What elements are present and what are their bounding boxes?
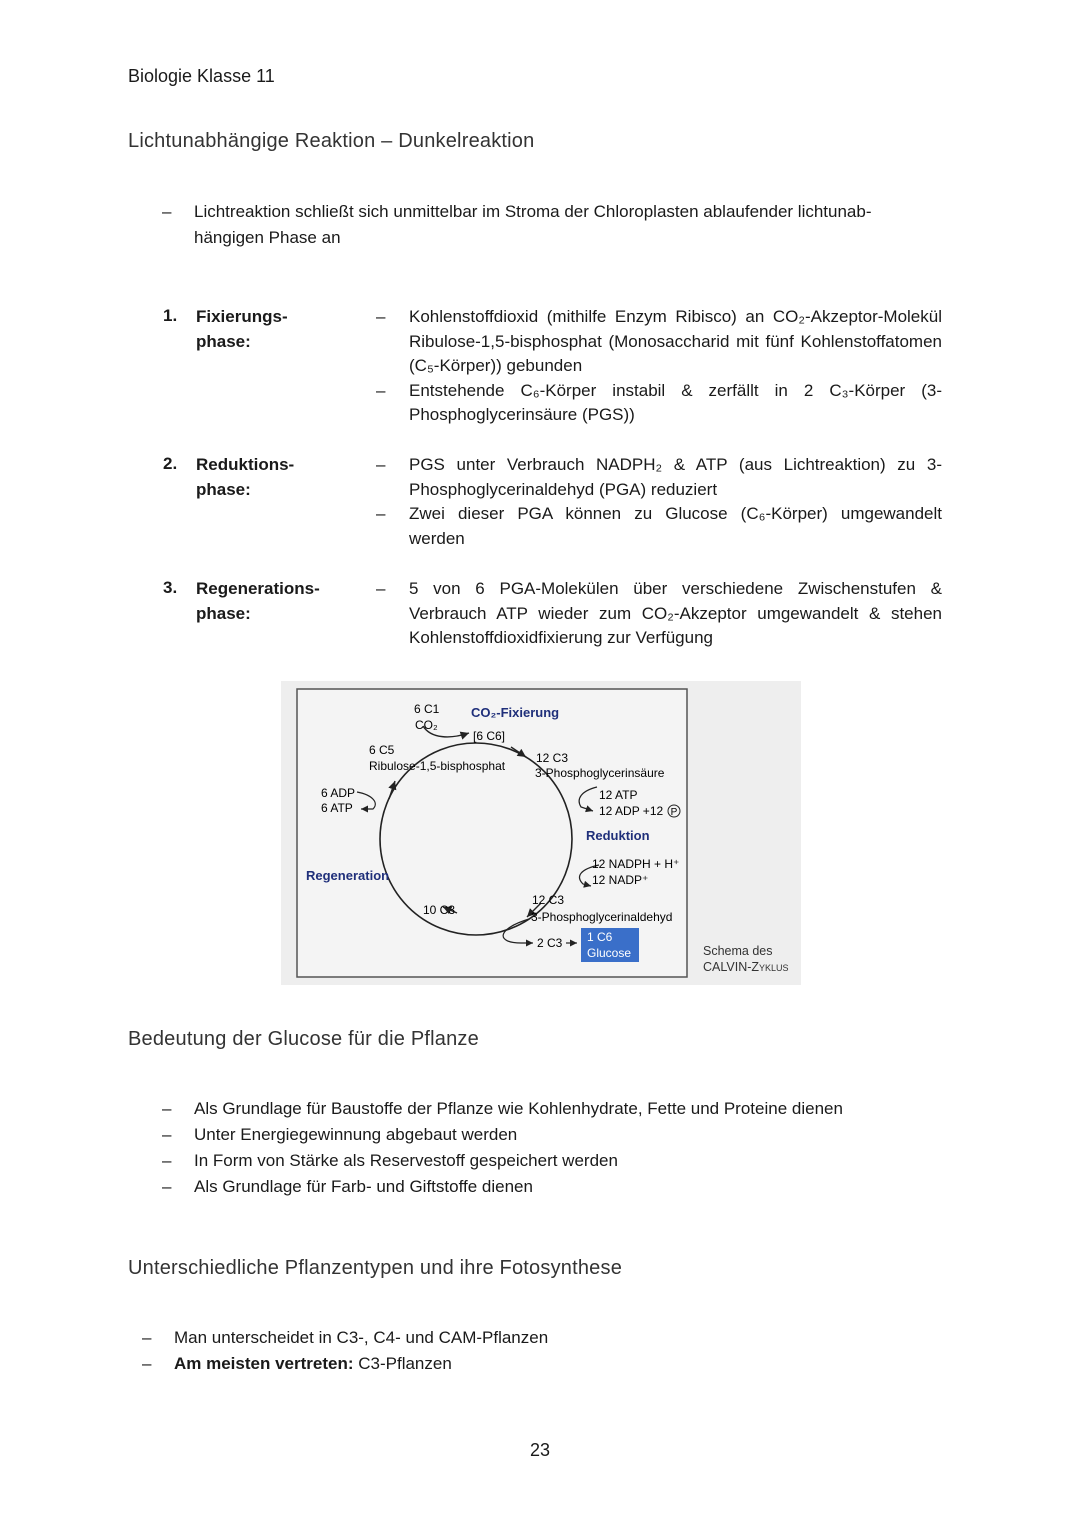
list-item: – Unter Energiegewinnung abgebaut werden	[162, 1122, 962, 1148]
co2-count-label: 6 C1	[414, 702, 440, 716]
list-item	[142, 1351, 942, 1377]
emphasis-label: Am meisten vertreten:	[174, 1354, 354, 1373]
list-item: – In Form von Stärke als Reservestoff gespeichert werden	[162, 1148, 962, 1174]
list-item: – Zwei dieser PGA können zu Glucose (C₆-Körper) umgewandelt werden	[374, 502, 942, 551]
section-heading-glucose: Bedeutung der Glucose für die Pflanze	[128, 1028, 479, 1050]
phase-title-line: Regenerations-	[196, 579, 320, 598]
phase-title-line: phase:	[196, 604, 251, 623]
section-heading-pflanzentypen: Unterschiedliche Pflanzentypen und ihre Fotosynthese	[128, 1257, 623, 1279]
document-header: Biologie Klasse 11	[128, 66, 275, 86]
list-item: – Kohlenstoffdioxid (mithilfe Enzym Ribisco) an CO₂-Akzeptor-Molekül Ribulose-1,5-bisphosphat (Monosaccharid mit fünf Kohlenstoffatomen (C₅-Körper)) gebunden	[374, 305, 942, 379]
pga-count-label: 12 C3	[532, 893, 565, 907]
glucose-label: Glucose	[587, 946, 632, 960]
nadph-label: 12 NADPH + H⁺	[592, 857, 680, 871]
caption-line-1: Schema des	[703, 944, 773, 958]
pflanzentypen-list	[142, 1325, 942, 1377]
adp6-label: 6 ADP	[321, 786, 356, 800]
adp12-label: 12 ADP +12	[599, 804, 664, 818]
c6-label: [6 C6]	[473, 729, 506, 743]
glucose-list	[162, 1096, 962, 1200]
ribulose-label: Ribulose-1,5-bisphosphat	[369, 759, 506, 773]
calvin-cycle-figure	[281, 681, 801, 985]
phase-title	[196, 304, 288, 354]
list-item: – Als Grundlage für Farb- und Giftstoffe dienen	[162, 1174, 962, 1200]
pgs-count-label: 12 C3	[536, 751, 569, 765]
phase-title-line: Reduktions-	[196, 455, 295, 474]
figure-caption	[703, 943, 789, 975]
intro-line-2: hängigen Phase an	[194, 228, 341, 247]
co2-label: CO₂	[415, 718, 438, 732]
page-number: 23	[529, 1440, 551, 1460]
phase-title-line: phase:	[196, 332, 251, 351]
regeneration-label: Regeneration	[306, 868, 390, 883]
phase-title	[196, 576, 320, 626]
phase-number: 2.	[163, 454, 178, 473]
intro-line-1: Lichtreaktion schließt sich unmittelbar im Stroma der Chloroplasten ablaufender lichtunab-	[194, 202, 872, 221]
list-item-text: C3-Pflanzen	[353, 1354, 452, 1373]
phase-title	[196, 452, 294, 502]
list-item	[162, 199, 962, 251]
pga-label: 3-Phosphoglycerinaldehyd	[531, 910, 673, 924]
phase-items	[374, 453, 942, 551]
list-item: – Entstehende C₆-Körper instabil & zerfällt in 2 C₃-Körper (3-Phosphoglycerinsäure (PGS))	[374, 379, 942, 428]
c5-label: 6 C5	[369, 743, 395, 757]
list-item: – Als Grundlage für Baustoffe der Pflanze wie Kohlenhydrate, Fette und Proteine dienen	[162, 1096, 962, 1122]
reduktion-label: Reduktion	[586, 828, 650, 843]
nadp-label: 12 NADP⁺	[592, 873, 649, 887]
atp6-label: 6 ATP	[321, 801, 353, 815]
phase-items	[374, 577, 942, 651]
atp12-label: 12 ATP	[599, 788, 638, 802]
phosphate-symbol: P	[670, 807, 678, 818]
caption-line-2: CALVIN-Zyklus	[703, 960, 789, 974]
intro-list	[162, 199, 962, 251]
fixierung-label: CO₂-Fixierung	[471, 705, 560, 720]
calvin-cycle-diagram	[281, 681, 801, 985]
list-item: – 5 von 6 PGA-Molekülen über verschiedene Zwischenstufen & Verbrauch ATP wieder zum CO₂-Akzeptor umgewandelt & stehen Kohlenstoffdioxidfixierung zur Verfügung	[374, 577, 942, 651]
phase-number: 1.	[163, 306, 178, 325]
list-item: – PGS unter Verbrauch NADPH₂ & ATP (aus Lichtreaktion) zu 3-Phosphoglycerinaldehyd (PGA) reduziert	[374, 453, 942, 502]
c10-label: 10 C3	[423, 903, 456, 917]
glucose-count-label: 1 C6	[587, 930, 613, 944]
phase-items	[374, 305, 942, 428]
section-heading-dunkelreaktion: Lichtunabhängige Reaktion – Dunkelreaktion	[128, 130, 535, 152]
list-item: – Man unterscheidet in C3-, C4- und CAM-Pflanzen	[142, 1325, 942, 1351]
phase-title-line: Fixierungs-	[196, 307, 288, 326]
phase-number: 3.	[163, 578, 178, 597]
pgs-label: 3-Phosphoglycerinsäure	[535, 766, 665, 780]
phase-title-line: phase:	[196, 480, 251, 499]
c2-label: 2 C3	[537, 936, 563, 950]
